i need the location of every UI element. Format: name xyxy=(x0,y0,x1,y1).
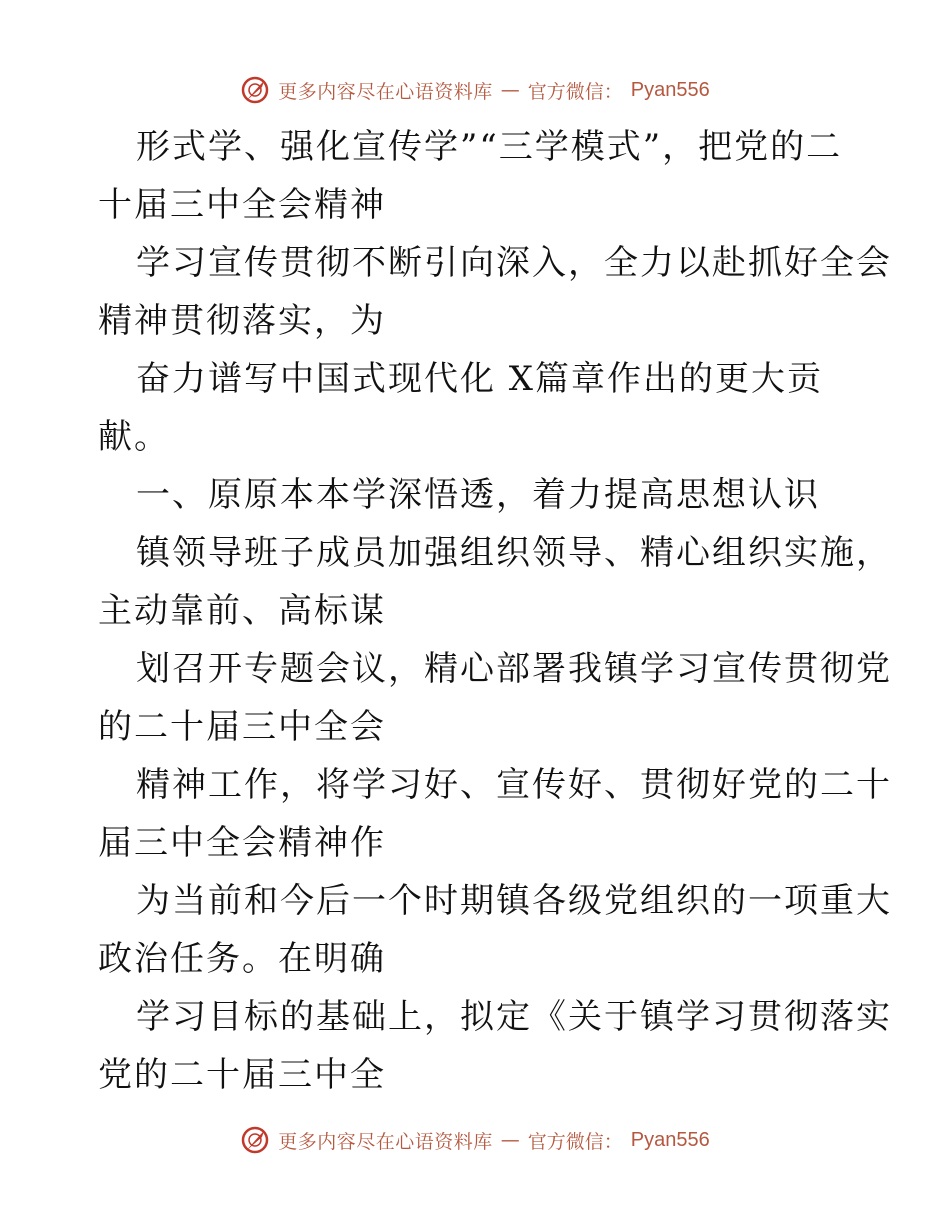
text-line: 的二十届三中全会 xyxy=(98,707,386,747)
pen-logo-icon xyxy=(240,1125,270,1155)
text-line: 学习目标的基础上，拟定《关于镇学习贯彻落实 xyxy=(136,997,892,1037)
watermark-dash: — xyxy=(500,1129,520,1151)
watermark-site-text: 更多内容尽在心语资料库 xyxy=(278,80,493,103)
text-line: 党的二十届三中全 xyxy=(98,1055,386,1095)
watermark-official-label: 官方微信： xyxy=(527,1130,623,1153)
watermark-site-text: 更多内容尽在心语资料库 xyxy=(278,1130,493,1153)
watermark-official-label: 官方微信： xyxy=(527,80,623,103)
header-watermark xyxy=(0,70,950,110)
text-line: 镇领导班子成员加强组织领导、精心组织实施， xyxy=(136,533,892,573)
text-line: 政治任务。在明确 xyxy=(98,939,386,979)
text-line: 奋力谱写中国式现代化 X篇章作出的更大贡 xyxy=(136,359,824,399)
text-line: 届三中全会精神作 xyxy=(98,823,386,863)
text-line: 为当前和今后一个时期镇各级党组织的一项重大 xyxy=(136,881,892,921)
text-line: 划召开专题会议，精心部署我镇学习宣传贯彻党 xyxy=(136,649,892,689)
document-body xyxy=(98,118,892,1104)
watermark-wechat-id: Pyan556 xyxy=(630,78,710,101)
text-line: 十届三中全会精神 xyxy=(98,185,386,225)
text-line: 一、原原本本学深悟透，着力提高思想认识 xyxy=(136,475,820,515)
pen-logo-icon xyxy=(240,75,270,105)
text-line: 主动靠前、高标谋 xyxy=(98,591,386,631)
watermark-dash: — xyxy=(500,79,520,101)
footer-watermark xyxy=(0,1120,950,1160)
watermark-wechat-id: Pyan556 xyxy=(630,1128,710,1151)
text-line: 学习宣传贯彻不断引向深入，全力以赴抓好全会 xyxy=(136,243,892,283)
text-line: 精神工作，将学习好、宣传好、贯彻好党的二十 xyxy=(136,765,892,805)
text-line: 献。 xyxy=(98,417,170,457)
text-line: 形式学、强化宣传学”“三学模式”，把党的二 xyxy=(136,127,843,167)
text-line: 精神贯彻落实，为 xyxy=(98,301,386,341)
